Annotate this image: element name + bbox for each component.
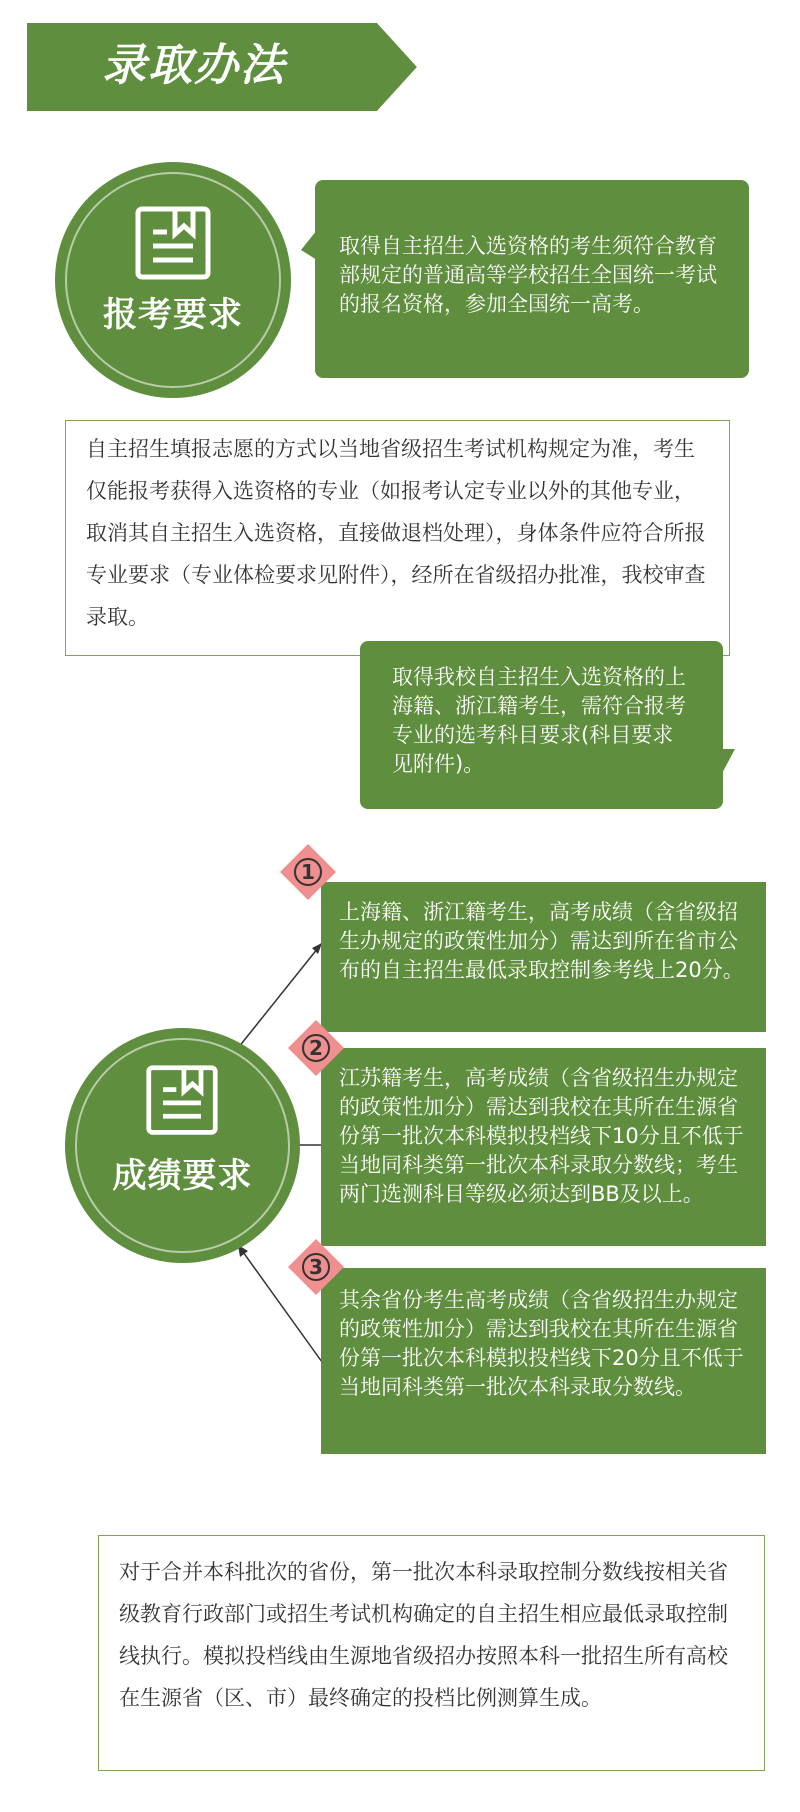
- score-item-1: [321, 882, 766, 1032]
- score-circle: [65, 1028, 300, 1263]
- application-note-text: 自主招生填报志愿的方式以当地省级招生考试机构规定为准，考生仅能报考获得入选资格的专业（如报考认定专业以外的其他专业，取消其自主招生入选资格，直接做退档处理），身体条件应符合所报专业要求（专业体检要求见附件），经所在省级招办批准，我校审查录取。: [86, 437, 706, 629]
- subject-text: 取得我校自主招生入选资格的上海籍、浙江籍考生，需符合报考专业的选考科目要求(科目要求见附件)。: [392, 665, 686, 776]
- document-icon: [144, 1063, 220, 1139]
- footer-note-text: 对于合并本科批次的省份，第一批次本科录取控制分数线按相关省级教育行政部门或招生考试机构确定的自主招生相应最低录取控制线执行。模拟投档线由生源地省级招办按照本科一批招生所有高校在生源省（区、市）最终确定的投档比例测算生成。: [119, 1560, 728, 1710]
- score-item-1-text: 上海籍、浙江籍考生，高考成绩（含省级招生办规定的政策性加分）需达到所在省市公布的自主招生最低录取控制参考线上20分。: [339, 900, 744, 982]
- score-item-2-text: 江苏籍考生，高考成绩（含省级招生办规定的政策性加分）需达到我校在其所在生源省份第一批次本科模拟投档线下10分且不低于当地同科类第一批次本科录取分数线；考生两门选测科目等级必须达到BB及以上。: [339, 1066, 744, 1206]
- badge-1: [278, 842, 338, 902]
- badge-2: [286, 1018, 346, 1078]
- score-label: 成绩要求: [112, 1156, 253, 1196]
- badge-2-number: 2: [309, 1036, 323, 1060]
- footer-note-box: [98, 1535, 765, 1771]
- badge-1-number: 1: [301, 860, 315, 884]
- badge-3-number: 3: [309, 1255, 323, 1279]
- score-item-3-text: 其余省份考生高考成绩（含省级招生办规定的政策性加分）需达到我校在其所在生源省份第一批次本科模拟投档线下20分且不低于当地同科类第一批次本科录取分数线。: [339, 1288, 744, 1399]
- score-item-3: [321, 1268, 766, 1454]
- requirement-label: 报考要求: [103, 295, 243, 335]
- badge-3: [286, 1237, 346, 1297]
- score-item-2: [321, 1048, 766, 1246]
- page-title: 录取办法: [102, 40, 286, 91]
- eligibility-text: 取得自主招生入选资格的考生须符合教育部规定的普通高等学校招生全国统一考试的报名资格，参加全国统一高考。: [339, 234, 717, 316]
